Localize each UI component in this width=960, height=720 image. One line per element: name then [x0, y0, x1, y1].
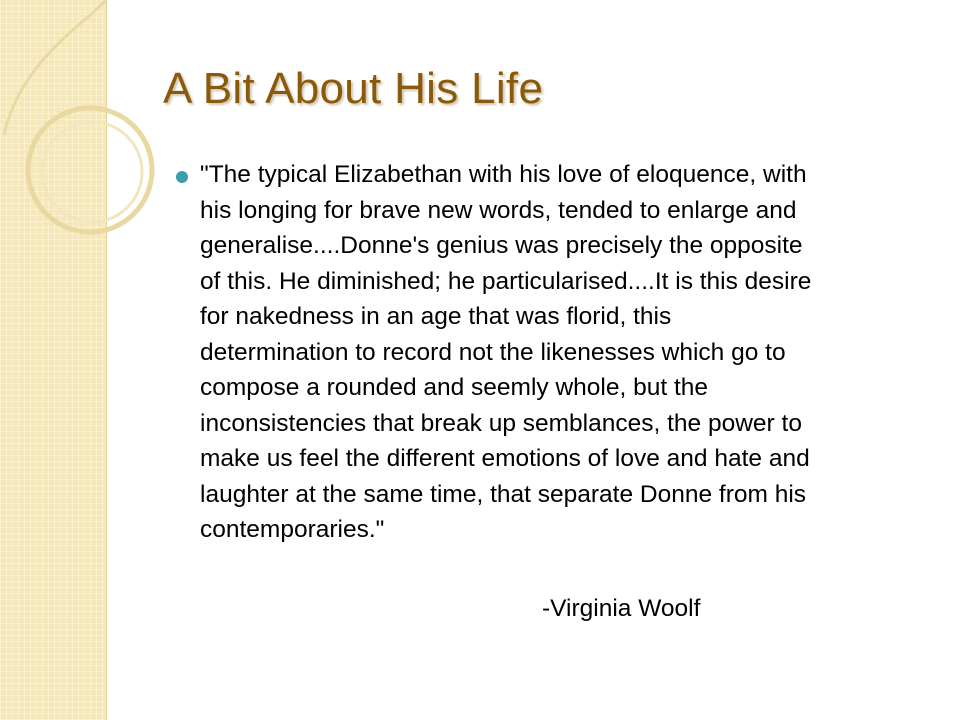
- quote-line: laughter at the same time, that separate Donne from his: [200, 480, 807, 508]
- quote-line: contemporaries.": [200, 516, 385, 543]
- quote-line: his longing for brave new words, tended to enlarge and: [200, 196, 797, 224]
- decorative-rings: [0, 0, 160, 300]
- decorative-ring-outer: [28, 108, 152, 232]
- quote-line: for nakedness in an age that was florid, this: [200, 303, 672, 330]
- quote-line: inconsistencies that break up semblances, the power to: [200, 409, 802, 437]
- quote-line: compose a rounded and seemly whole, but the: [200, 374, 709, 401]
- slide-title: A Bit About His Life: [163, 64, 544, 113]
- quote-line: generalise....Donne's genius was precisely the opposite: [200, 232, 803, 259]
- quote-line: of this. He diminished; he particularised....It is this desire: [200, 267, 812, 295]
- quote-line: make us feel the different emotions of love and hate and: [200, 445, 810, 472]
- bullet-dot-icon: [176, 171, 188, 183]
- decorative-arc: [4, 0, 106, 135]
- quote-text: [200, 157, 940, 548]
- quote-attribution: -Virginia Woolf: [542, 595, 701, 622]
- decorative-ring-inner: [42, 122, 142, 222]
- quote-line: determination to record not the likenesses which go to: [200, 338, 786, 366]
- quote-line: "The typical Elizabethan with his love of eloquence, with: [200, 161, 807, 188]
